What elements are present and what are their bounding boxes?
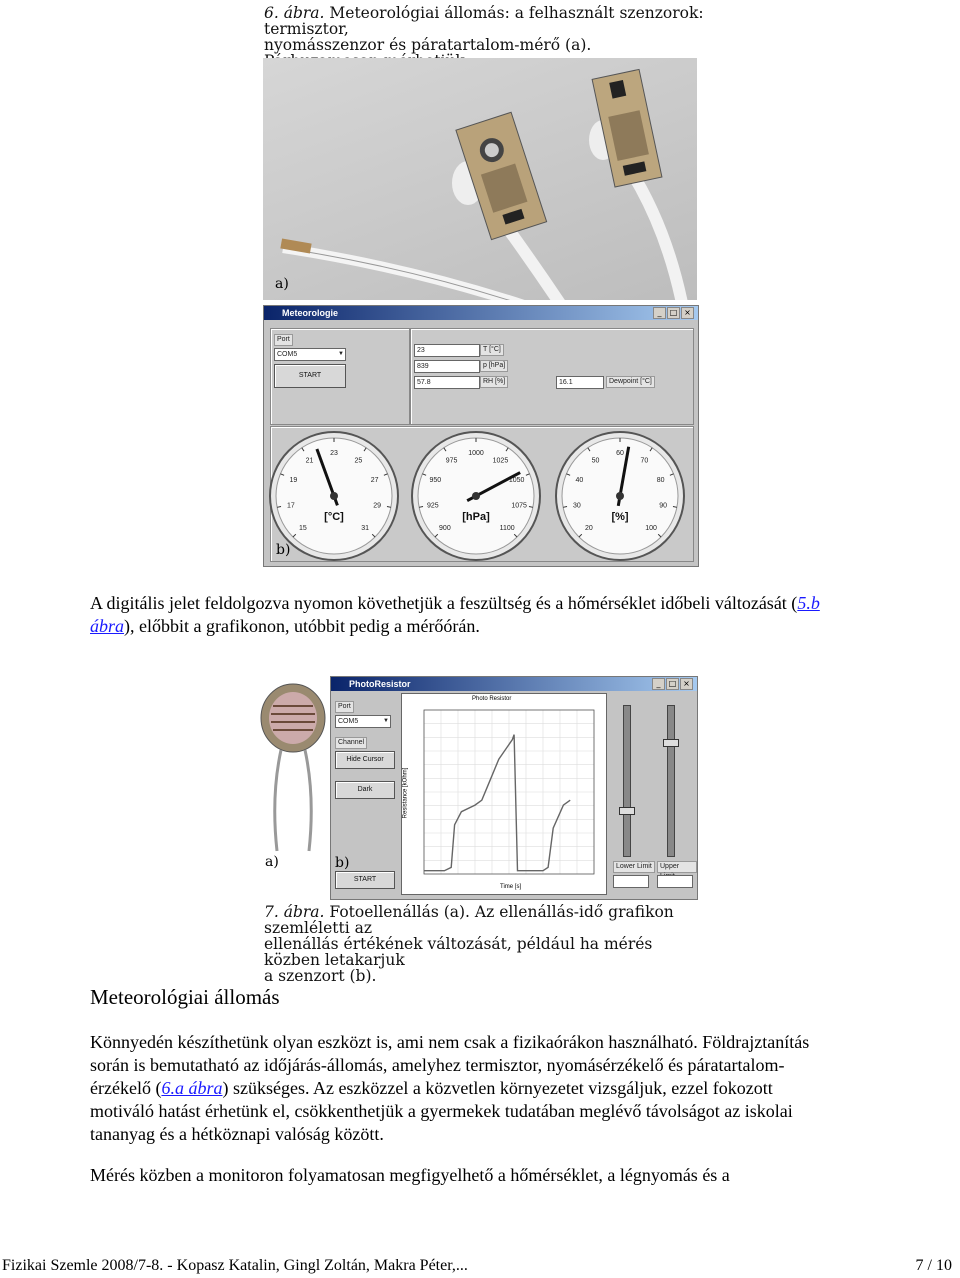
gauge-unit-label: [hPa] (462, 511, 490, 523)
figure7b-panel-label: b) (335, 855, 350, 871)
upper-limit-slider-thumb[interactable] (663, 739, 679, 747)
figure7a-panel-label: a) (265, 854, 279, 870)
port-select[interactable] (335, 715, 391, 728)
gauge-tick-label: 900 (439, 525, 451, 533)
section-line3-end: ) szükséges. Az eszközzel a közvetlen környezetet vizsgáljuk, ezzel fokozott (222, 1078, 773, 1098)
section-line1: Könnyedén készíthetünk olyan eszközt is, ami nem csak a fizikaórákon használható. Földrajztanítás (90, 1032, 810, 1052)
lower-limit-label: Lower Limit (613, 861, 655, 873)
maximize-icon[interactable]: □ (666, 678, 679, 690)
gauge-unit-label: [%] (611, 511, 629, 523)
gauge-tick-label: 100 (645, 525, 657, 533)
gauge-tick-label: 975 (445, 457, 458, 465)
gauge-tick-label: 15 (298, 525, 307, 533)
section-heading: Meteorológiai állomás (90, 985, 280, 1009)
humidity-field[interactable]: 57.8 (414, 376, 480, 389)
start-button[interactable]: START (274, 364, 346, 388)
gauge-hub (472, 492, 480, 500)
gauge-hub (616, 492, 624, 500)
dark-button[interactable]: Dark (335, 781, 395, 799)
figure6a-panel-label: a) (275, 276, 289, 292)
port-select[interactable] (274, 348, 346, 361)
minimize-icon[interactable]: _ (652, 678, 665, 690)
figure7-caption (264, 904, 704, 984)
channel-label: Channel (335, 737, 367, 749)
lower-limit-slider[interactable] (623, 705, 631, 857)
paragraph1-text-end: ), előbbit a grafikonon, utóbbit pedig a mérőórán. (124, 616, 480, 636)
figure7-caption-label: 7. ábra. (264, 903, 325, 921)
pressure-unit: p [hPa] (480, 360, 508, 372)
gauge-unit-label: [°C] (324, 511, 344, 523)
sensor-illustration (263, 58, 697, 300)
humidity-unit: RH [%] (480, 376, 508, 388)
gauge-tick-label: 27 (370, 477, 379, 485)
maximize-icon[interactable]: □ (667, 307, 680, 319)
port-select-value: COM5 (338, 718, 359, 725)
figure6a-sensor-photo (263, 58, 697, 300)
dewpoint-label: Dewpoint [°C] (606, 376, 655, 388)
close-icon[interactable]: × (680, 678, 693, 690)
gauge-tick-label: 60 (616, 450, 624, 457)
paragraph1-text: A digitális jelet feldolgozva nyomon követhetjük a feszültség és a hőmérséklet időbeli változását ( (90, 593, 798, 613)
resistance-plot (401, 693, 607, 895)
figure7b-app-window (330, 676, 698, 900)
temperature-unit: T [°C] (480, 344, 504, 356)
minimize-icon[interactable]: _ (653, 307, 666, 319)
gauge-tick-label: 20 (584, 525, 593, 533)
upper-limit-slider[interactable] (667, 705, 675, 857)
x-axis-label: Time [s] (500, 884, 522, 890)
gauge-tick-label: 19 (289, 477, 298, 485)
gauge-tick-label: 21 (305, 457, 314, 465)
gauge-tick-label: 50 (591, 457, 600, 465)
footer-page-number: 7 / 10 (915, 1257, 952, 1274)
figure6-caption-line1: Meteorológiai állomás: a felhasznált szenzorok: termisztor, (264, 4, 704, 38)
figure6-caption-line2: nyomásszenzor és páratartalom-mérő (a). (264, 36, 592, 54)
section-line3-start: érzékelő ( (90, 1078, 162, 1098)
gauge-tick-label: 90 (659, 502, 668, 510)
gauge-tick-label: 25 (354, 457, 363, 465)
lower-limit-slider-thumb[interactable] (619, 807, 635, 815)
gauge-tick-label: 40 (575, 477, 584, 485)
gauge-tick-label: 23 (330, 450, 338, 457)
figure7a-photoresistor-photo (257, 676, 329, 876)
chevron-down-icon: ▼ (383, 718, 389, 724)
gauge-tick-label: 925 (427, 502, 439, 510)
pressure-field[interactable]: 839 (414, 360, 480, 373)
port-select-value: COM5 (277, 351, 298, 358)
hide-cursor-button[interactable]: Hide Cursor (335, 751, 395, 769)
paragraph-digital-signal (90, 592, 880, 638)
gauge-tick-label: 70 (640, 457, 649, 465)
footer-citation: Fizikai Szemle 2008/7-8. - Kopasz Katalin, Gingl Zoltán, Makra Péter,... (2, 1257, 468, 1274)
window-title: PhotoResistor (349, 679, 411, 689)
gauge-tick-label: 31 (361, 525, 370, 533)
y-axis-label: Resistance [kOhm] (402, 767, 409, 819)
section-line2: során is bemutatható az időjárás-állomás, amelyhez termisztor, nyomásérzékelő és páratartalom- (90, 1055, 785, 1075)
port-label: Port (335, 701, 354, 713)
temperature-field[interactable]: 23 (414, 344, 480, 357)
gauge-tick-label: 1100 (499, 525, 515, 533)
section-line4: motiváló hatást érhetünk el, csökkenthetjük a gyermekek tudatában meglévő távolságot az iskolai (90, 1101, 793, 1121)
chevron-down-icon: ▼ (338, 351, 344, 357)
gauges (264, 426, 698, 566)
upper-limit-field[interactable] (657, 875, 693, 888)
figure-6a-link[interactable]: 6.a ábra (161, 1078, 223, 1098)
window-title: Meteorologie (282, 308, 339, 318)
port-label: Port (274, 334, 293, 346)
dewpoint-field[interactable]: 16.1 (556, 376, 604, 389)
resistance-series-line (424, 735, 570, 871)
gauge-tick-label: 80 (656, 477, 665, 485)
figure-5b-link[interactable]: 5.b (797, 593, 820, 613)
upper-limit-label: Upper (657, 861, 697, 873)
gauge-tick-label: 30 (572, 502, 581, 510)
plot-area (402, 694, 606, 894)
figure6b-panel-label: b) (276, 542, 291, 558)
section-line5: tananyag és a hétköznapi valóság között. (90, 1124, 384, 1144)
gauge-tick-label: 1075 (511, 502, 527, 510)
start-button[interactable]: START (335, 871, 395, 889)
gauge-hub (330, 492, 338, 500)
photoresistor-illustration (257, 676, 329, 876)
figure6b-app-window (263, 305, 699, 567)
plot-title: Photo Resistor (472, 696, 512, 702)
figure7-caption-line1: Fotoellenállás (a). Az ellenállás-idő grafikon szemléletti az (264, 903, 674, 937)
gauge-tick-label: 1000 (468, 450, 484, 457)
figure7-caption-line2: ellenállás értékének változását, például ha mérés közben letakarjuk (264, 935, 653, 969)
gauge-tick-label: 950 (429, 477, 442, 485)
window-titlebar (331, 677, 697, 691)
gauge-tick-label: 29 (373, 502, 382, 510)
close-icon[interactable]: × (681, 307, 694, 319)
lower-limit-field[interactable] (613, 875, 649, 888)
gauge-tick-label: 17 (286, 502, 295, 510)
section-paragraph (90, 1031, 890, 1146)
figure6-caption-label: 6. ábra. (264, 4, 325, 22)
gauge-tick-label: 1050 (508, 477, 525, 485)
section-paragraph-2: Mérés közben a monitoron folyamatosan megfigyelhető a hőmérséklet, a légnyomás és a (90, 1165, 730, 1185)
figure-5b-link-cont[interactable]: ábra (90, 616, 125, 636)
gauge-tick-label: 1025 (492, 457, 509, 465)
figure7-caption-line3: a szenzort (b). (264, 967, 377, 985)
window-titlebar (264, 306, 698, 320)
